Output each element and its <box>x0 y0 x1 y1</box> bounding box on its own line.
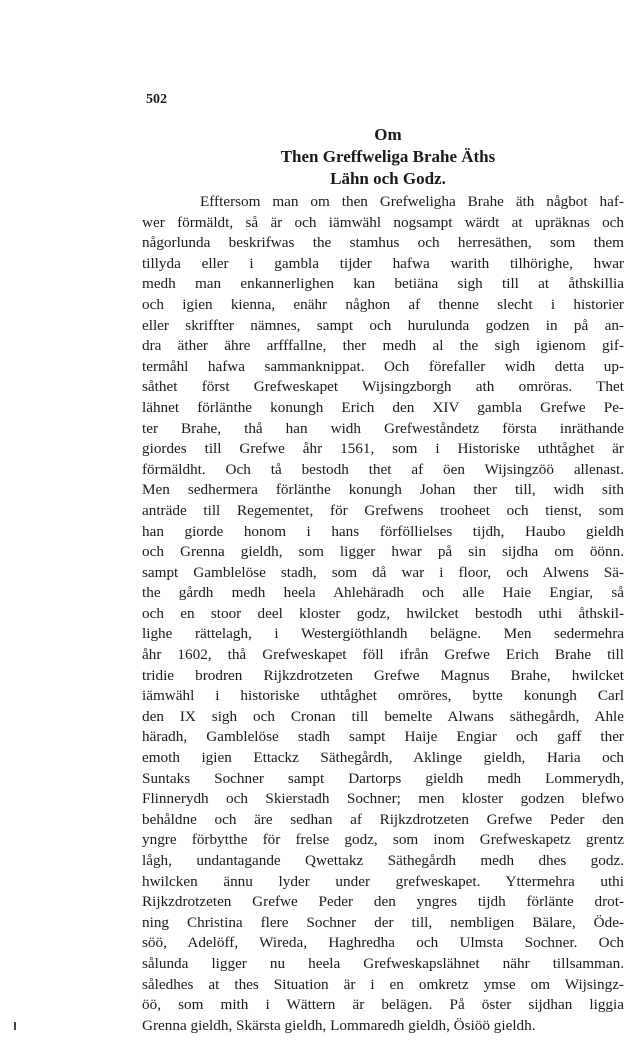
text-line: sampt Gamblelöse stadh, som då war i floor, och Alwens Sä- <box>142 563 624 581</box>
text-line: emoth igien Ettackz Säthegårdh, Aklinge gieldh, Haria och <box>142 749 624 767</box>
text-line: iämwähl i historiske uthtåghet omröres, bytte konungh Carl <box>142 687 624 705</box>
text-line: the gårdh medh heela Ahlehäradh och alle Haie Engiar, så <box>142 584 624 602</box>
text-line: någorlunda beskrifwas the stamhus och herresäthen, som them <box>142 234 624 252</box>
text-line: och Grenna gieldh, som ligger hwar på sin sijdha om öönn. <box>142 543 624 561</box>
text-line: Efftersom man om then Grefweligha Brahe äth någbot haf- <box>200 193 624 210</box>
text-line: Men sedhermera förlänthe konungh Johan ther till, widh sith <box>142 481 624 499</box>
text-line: Rijkzdrotzeten Grefwe Peder den yngres tijdh förlänte drot- <box>142 893 624 911</box>
text-line: eller skriffter nämnes, sampt och hurulunda godzen in på an- <box>142 316 624 334</box>
text-line: Grenna gieldh, Skärsta gieldh, Lommaredh gieldh, Ösiöö gieldh. <box>142 1016 536 1034</box>
text-line: yngre förbytthe för frelse godz, som inom Grefweskapetz grentz <box>142 831 624 849</box>
text-line: tillyda eller i gambla tijder hafwa warith tilhörighe, hwar <box>142 254 624 272</box>
text-line: giordes till Grefwe åhr 1561, som i Historiske uthtåghet är <box>142 440 624 458</box>
text-line: lågh, undantagande Qwettakz Säthegårdh medh dhes godz. <box>142 852 624 869</box>
text-line: och en stoor deel kloster godz, hwilcket bestodh uthi åthskil- <box>142 604 624 622</box>
text-line: lighe rättelagh, i Westergiöthlandh belägne. Men sedermehra <box>142 625 624 643</box>
text-line: åhr 1602, thå Grefweskapet föll ifrån Grefwe Erich Brahe till <box>142 646 624 664</box>
text-line: medh man enkannerlighen kan betiäna sigh till at åthskillia <box>142 275 624 293</box>
text-line: Suntaks Sochner sampt Dartorps gieldh medh Lommerydh, <box>142 769 624 787</box>
heading-line-1: Om <box>374 125 402 144</box>
text-line: han giorde honom i hans förföllielses tijdh, Haubo gieldh <box>142 522 624 540</box>
text-line: ter Brahe, thå han widh Grefweståndetz första inräthande <box>142 419 624 437</box>
body-text <box>142 192 624 1036</box>
text-line: lähnet förlänthe konungh Erich den XIV gambla Grefwe Pe- <box>142 398 624 416</box>
page-number: 502 <box>146 92 167 107</box>
text-line: söö, Adelöff, Wireda, Haghredha och Ulmsta Sochner. Och <box>142 934 624 952</box>
text-line: wer förmäldt, så är och iämwähl nogsampt wärdt at upräknas och <box>142 213 624 231</box>
heading-line-3: Lähn och Godz. <box>330 169 446 188</box>
margin-mark <box>14 1022 16 1030</box>
text-line: såthet först Grefweskapet Wijsingzborgh ath omröras. Thet <box>142 378 624 396</box>
text-line: såledhes at thes Situation är i en omkretz ymse om Wijsingz- <box>142 975 624 993</box>
text-line: dra äther ähre arfffallne, ther medh al the sigh igienom gif- <box>142 337 624 355</box>
text-line: ning Christina flere Sochner der till, nembligen Bälare, Öde- <box>142 913 624 931</box>
text-line: anträde till Regementet, för Grefwens trooheet och tienst, som <box>142 501 624 519</box>
text-line: tridie brodren Rijkzdrotzeten Grefwe Magnus Brahe, hwilcket <box>142 666 624 684</box>
text-line: öö, som mith i Wättern är belägen. På öster sijdhan liggia <box>142 996 624 1014</box>
text-line: behåldne och äre sedhan af Rijkzdrotzeten Grefwe Peder den <box>142 810 624 828</box>
text-line: sålunda ligger nu heela Grefweskapslähnet nähr tillsamman. <box>142 954 624 972</box>
text-line: hwilcken ännu lyder under grefweskapet. Yttermehra uthi <box>142 872 624 890</box>
text-line: Flinnerydh och Skierstadh Sochner; men kloster godzen blefwo <box>142 790 624 808</box>
text-line: häradh, Gamblelöse stadh sampt Haije Engiar och gaff ther <box>142 728 624 746</box>
text-line: termåhl hafwa sammanknippat. Och förefaller widh detta up- <box>142 357 624 375</box>
text-line: förmäldht. Och tå bestodh thet af öen Wijsingzöö allenast. <box>142 460 624 478</box>
heading-line-2: Then Greffweliga Brahe Äths <box>280 147 496 166</box>
text-line: och igien kienna, enähr någhon af thenne slecht i historier <box>142 295 624 313</box>
text-line: den IX sigh och Cronan till bemelte Alwans säthegårdh, Ahle <box>142 707 624 725</box>
